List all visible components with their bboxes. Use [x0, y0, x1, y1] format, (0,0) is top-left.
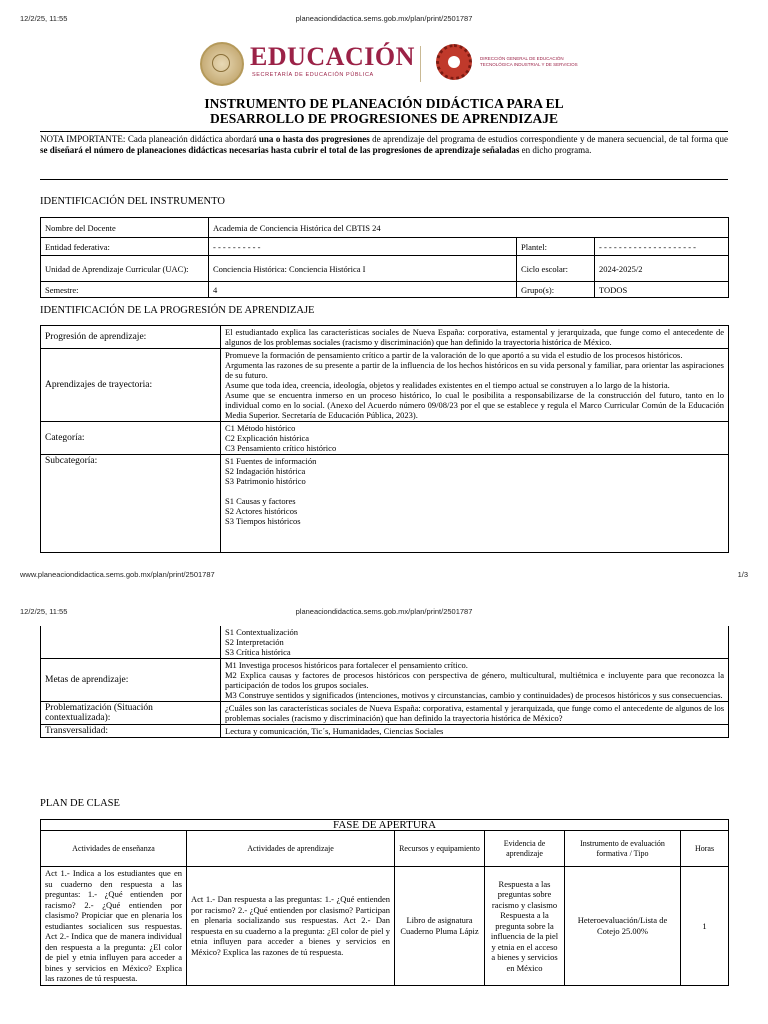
title-rule	[40, 131, 728, 132]
mexico-seal-icon	[200, 42, 244, 86]
footer-url: www.planeaciondidactica.sems.gob.mx/plan/print/2501787	[20, 570, 215, 579]
section-plan: PLAN DE CLASE	[40, 798, 120, 809]
nota-importante: NOTA IMPORTANTE: Cada planeación didáctica abordará una o hasta dos progresiones de aprendizaje del programa de estudios correspondiente y de manera secuencial, de tal forma que se diseñará el número de planeaciones didácticas necesarias hasta cubrir el total de las progresiones de aprendizaje señaladas en dicho programa.	[40, 134, 728, 155]
section-identificacion: IDENTIFICACIÓN DEL INSTRUMENTO	[40, 196, 225, 207]
table-row: Transversalidad: Lectura y comunicación, Tic´s, Humanidades, Ciencias Sociales	[41, 725, 729, 738]
nota-rule	[40, 179, 728, 180]
table-row: Nombre del Docente Academia de Conciencia Histórica del CBTIS 24	[41, 218, 729, 238]
table-row: Semestre: 4 Grupo(s): TODOS	[41, 282, 729, 298]
sep-subtitle: SECRETARÍA DE EDUCACIÓN PÚBLICA	[252, 72, 374, 78]
table-row	[41, 820, 729, 831]
dgeti-gear-icon	[436, 44, 472, 80]
page-number: 1/3	[737, 570, 748, 579]
print-url: planeaciondidactica.sems.gob.mx/plan/print/2501787	[295, 607, 473, 616]
print-timestamp: 12/2/25, 11:55	[20, 14, 68, 23]
progresion-table	[40, 325, 729, 553]
educacion-logo-text: EDUCACIÓN	[250, 42, 415, 71]
table-row: Categoría: C1 Método histórico C2 Explicación histórica C3 Pensamiento crítico histórico	[41, 422, 729, 455]
table-row: S1 Contextualización S2 Interpretación S3 Crítica histórica	[41, 626, 729, 659]
table-row: Subcategoría: S1 Fuentes de información S2 Indagación histórica S3 Patrimonio histórico S1 Causas y factores S2 Actores históricos S3 Tiempos históricos	[41, 455, 729, 553]
fase-apertura: FASE DE APERTURA	[41, 820, 729, 831]
logo-divider	[420, 46, 421, 82]
plan-table	[40, 819, 729, 986]
table-row: Progresión de aprendizaje: El estudiantado explica las características sociales de Nueva España: corporativa, estamental y jerarquizada, que funge como el antecedente de algunos de los problemas sociales (racismo y discriminación) que han definido la trayectoria histórica de México.	[41, 326, 729, 349]
section-progresion: IDENTIFICACIÓN DE LA PROGRESIÓN DE APRENDIZAJE	[40, 305, 315, 316]
dgeti-text: DIRECCIÓN GENERAL DE EDUCACIÓN TECNOLÓGICA INDUSTRIAL Y DE SERVICIOS	[480, 56, 578, 67]
print-url: planeaciondidactica.sems.gob.mx/plan/print/2501787	[295, 14, 473, 23]
document-title: INSTRUMENTO DE PLANEACIÓN DIDÁCTICA PARA EL DESARROLLO DE PROGRESIONES DE APRENDIZAJE	[204, 96, 564, 126]
table-row: Metas de aprendizaje: M1 Investiga procesos históricos para fortalecer el pensamiento crítico. M2 Explica causas y factores de procesos históricos con perspectiva de género, multicultural, multiétnica e incluyente para que reconozca la participación de todos los grupos sociales. M3 Construye sentidos y significados (intenciones, motivos y circunstancias, cambio y continuidades) de procesos históricos y sus consecuencias.	[41, 659, 729, 702]
identificacion-table	[40, 217, 729, 298]
table-row: Entidad federativa: - - - - - - - - - - Plantel: - - - - - - - - - - - - - - - - - - - -	[41, 238, 729, 256]
print-timestamp: 12/2/25, 11:55	[20, 607, 68, 616]
header-logos	[200, 40, 580, 90]
table-row: Unidad de Aprendizaje Curricular (UAC): Conciencia Histórica: Conciencia Histórica I Ciclo escolar: 2024-2025/2	[41, 256, 729, 282]
table-row: Problematización (Situación contextualizada): ¿Cuáles son las características sociales de Nueva España: corporativa, estamental y jerarquizada, que funge como el antecedente de algunos de los problemas sociales (racismo y discriminación) que han definido la trayectoria histórica de México?	[41, 702, 729, 725]
table-row: Act 1.- Indica a los estudiantes que en su cuaderno den respuesta a las preguntas: 1.- ¿Qué entienden por racismo? 2.- ¿Qué entienden por clasismo? Propiciar que en plenaria los estudiantes socialicen sus respuestas. Act 2.- Indica que de manera individual den respuesta a la pregunta: ¿El color de piel y etnia influyen para acceder a bines y servicios en México? Explica las razones de tú respuesta. Act 1.- Dan respuesta a las preguntas: 1.- ¿Qué entienden por racismo? 2.- ¿Qué entienden por clasismo? Participan en plenaria socializando sus respuestas. Act 2.- Dan respuesta en su cuaderno a la pregunta: ¿El color de piel y etnia influyen para acceder a bienes y servicios en México? Explica las razones de tú respuesta. Libro de asignatura Cuaderno Pluma Lápiz Respuesta a las preguntas sobre racismo y clasismo Respuesta a la pregunta sobre la influencia de la piel y etnia en el acceso a bienes y servicios en México Heteroevaluación/Lista de Cotejo 25.00% 1	[41, 867, 729, 986]
progresion-table-continued	[40, 626, 729, 738]
table-row: Aprendizajes de trayectoria: Promueve la formación de pensamiento crítico a partir de la valoración de lo que aportó a su vida el estudio de los procesos históricos. Argumenta las razones de su presente a partir de la influencia de los hechos históricos en su vida personal y familiar, para orientar las aspiraciones de su futuro. Asume que toda idea, creencia, ideología, objetos y realidades existentes en el tiempo actual se construyen a lo largo de la historia. Asume que se encuentra inmerso en un proceso histórico, lo cual le posibilita a responsabilizarse de la construcción del futuro, tanto en lo individual como en lo social. (Anexo del Acuerdo número 09/08/23 por el que se establece y regula el Marco Curricular Común de la Educación Media Superior. Secretaría de Educación Pública, 2023).	[41, 349, 729, 422]
table-row: Actividades de enseñanza Actividades de aprendizaje Recursos y equipamiento Evidencia de aprendizaje Instrumento de evaluación formativa / Tipo Horas	[41, 831, 729, 867]
